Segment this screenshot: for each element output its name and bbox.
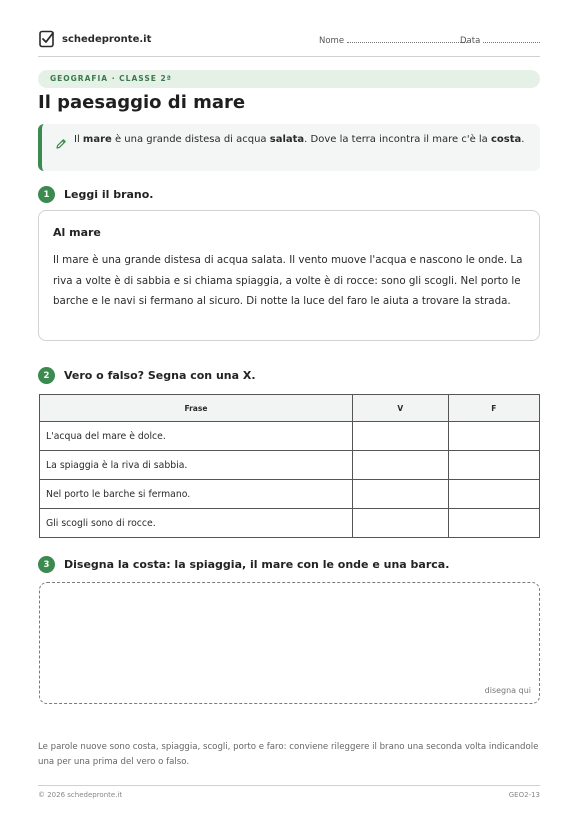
section-1-label: Leggi il brano. <box>64 188 154 201</box>
page-header <box>38 28 540 57</box>
subject-pill <box>38 70 540 88</box>
page-footer <box>38 785 540 799</box>
footer-note: Le parole nuove sono costa, spiaggia, scogli, porto e faro: conviene rileggere il brano una seconda volta indicandole una per una prima del vero o falso. <box>38 742 539 767</box>
table-row <box>40 451 540 480</box>
section-3-number: 3 <box>38 556 55 573</box>
date-line[interactable] <box>483 34 540 43</box>
page-title: Il paesaggio di mare <box>38 92 246 113</box>
false-checkbox-cell[interactable] <box>448 422 539 451</box>
reading-box <box>38 210 540 341</box>
table-header-row <box>40 395 540 422</box>
info-text-part: . Dove la terra incontra il mare c'è la <box>304 134 491 145</box>
reading-title: Al mare <box>53 226 101 239</box>
section-3-heading <box>38 556 449 573</box>
true-checkbox-cell[interactable] <box>352 422 448 451</box>
brand <box>38 30 151 48</box>
section-1-heading <box>38 186 153 203</box>
brand-name: schedepronte.it <box>62 33 152 45</box>
statement-cell: L'acqua del mare è dolce. <box>40 422 353 451</box>
info-text-part: è una grande distesa di acqua <box>111 134 270 145</box>
table-row <box>40 509 540 538</box>
table-row <box>40 422 540 451</box>
info-text <box>74 132 534 148</box>
column-header-vero: V <box>352 395 448 422</box>
info-text-part: . <box>521 134 525 145</box>
section-2-heading <box>38 367 256 384</box>
date-label: Data <box>460 36 481 46</box>
section-2-number: 2 <box>38 367 55 384</box>
drawing-area[interactable] <box>39 582 540 704</box>
true-checkbox-cell[interactable] <box>352 480 448 509</box>
false-checkbox-cell[interactable] <box>448 509 539 538</box>
worksheet-code: GEO2-13 <box>508 791 540 799</box>
false-checkbox-cell[interactable] <box>448 480 539 509</box>
name-label: Nome <box>319 36 345 46</box>
table-row <box>40 480 540 509</box>
checkmark-document-icon <box>38 30 56 48</box>
column-header-frase: Frase <box>40 395 353 422</box>
info-text-part: Il <box>74 134 83 145</box>
true-checkbox-cell[interactable] <box>352 451 448 480</box>
statement-cell: Gli scogli sono di rocce. <box>40 509 353 538</box>
keyword: salata <box>269 134 305 145</box>
date-field[interactable] <box>460 34 540 46</box>
reading-text: Il mare è una grande distesa di acqua salata. Il vento muove l'acqua e nascono le onde. La riva a volte è di sabbia e si chiama spiaggia, a volte è di rocce: sono gli scogli. Nel porto le barche e le navi si fermano al sicuro. Di notte la luce del faro le aiuta a trovare la strada. <box>53 254 523 307</box>
section-3-label: Disegna la costa: la spiaggia, il mare con le onde e una barca. <box>64 558 450 571</box>
name-field[interactable] <box>319 34 467 46</box>
false-checkbox-cell[interactable] <box>448 451 539 480</box>
drawing-hint: disegna qui <box>484 686 531 695</box>
statement-cell: Nel porto le barche si fermano. <box>40 480 353 509</box>
worksheet-page <box>38 0 540 819</box>
name-line[interactable] <box>347 34 467 43</box>
subject-label: GEOGRAFIA · CLASSE 2ª <box>50 74 172 83</box>
true-false-table <box>39 394 540 538</box>
column-header-falso: F <box>448 395 539 422</box>
info-box <box>38 124 540 171</box>
keyword: costa <box>491 134 522 145</box>
section-1-number: 1 <box>38 186 55 203</box>
copyright: © 2026 schedepronte.it <box>38 791 123 799</box>
pencil-icon <box>55 135 67 147</box>
keyword: mare <box>82 134 112 145</box>
true-checkbox-cell[interactable] <box>352 509 448 538</box>
statement-cell: La spiaggia è la riva di sabbia. <box>40 451 353 480</box>
section-2-label: Vero o falso? Segna con una X. <box>64 369 256 382</box>
